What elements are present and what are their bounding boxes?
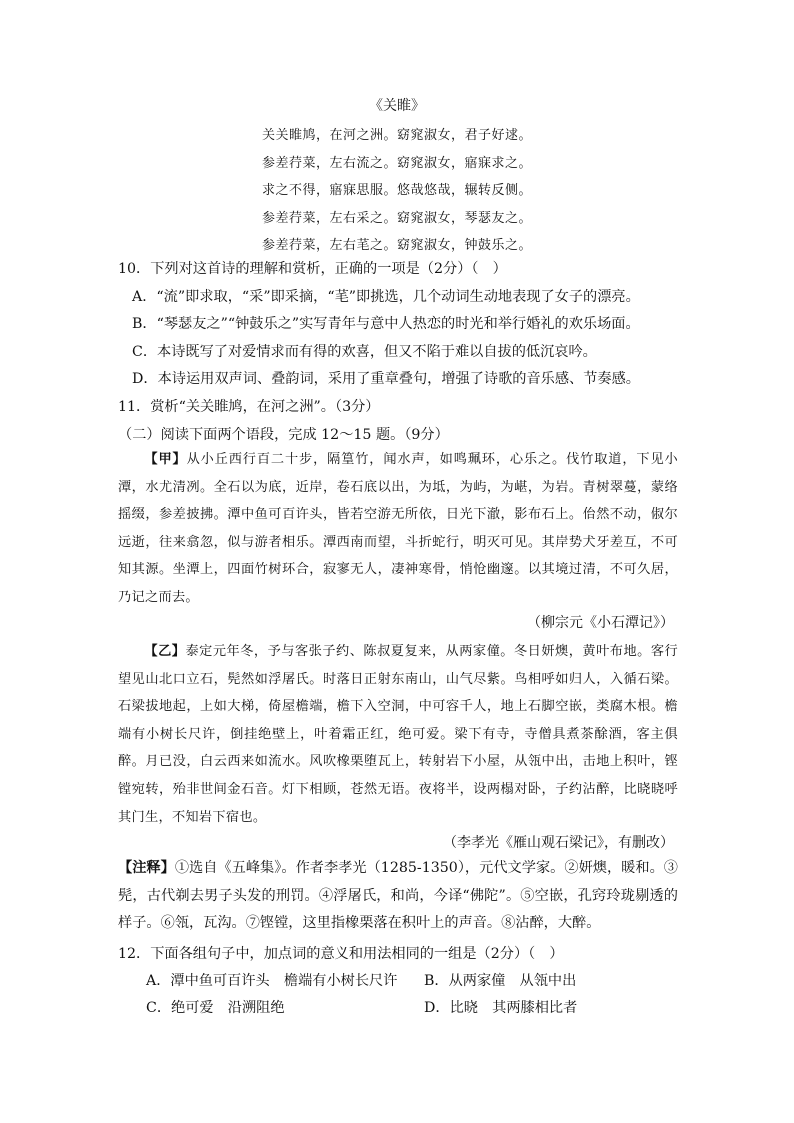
question-12-option-b: B．从两家僮 从瓴中出: [424, 973, 577, 989]
question-10-option-c: C．本诗既写了对爱情求而有得的欢喜，但又不陷于难以自拔的低沉哀吟。: [132, 344, 597, 360]
passage-a-source: （柳宗元《小石潭记》）: [527, 615, 674, 631]
passage-b: [118, 638, 678, 831]
annotations-text: ①选自《五峰集》。作者李孝光（1285-1350），元代文学家。②妍燠，暖和。③髡，古代剃去男子头发的刑罚。④浮屠氏，和尚，今译“佛陀”。⑤空嵌，孔窍玲珑剔透的样子。⑥瓴，瓦沟。⑦铿镗，这里指橡栗落在积叶上的声音。⑧沾醉，大醉。: [118, 860, 678, 932]
poem-line: 参差荇菜，左右采之。窈窕淑女，琴瑟友之。: [261, 210, 532, 226]
passage-b-tag: 【乙】: [144, 644, 186, 659]
annotations-tag: 【注释】: [118, 860, 175, 876]
question-11-stem: 11．赏析“关关睢鸠，在河之洲”。（3分）: [118, 399, 380, 415]
question-12-options-row-1: [146, 971, 576, 991]
passage-b-text: 泰定元年冬，予与客张子约、陈叔夏复来，从两家僮。冬日妍燠，黄叶布地。客行望见山北口立石，髡然如浮屠氏。时落日正射东南山，山气尽紫。鸟相呼如归人，入循石梁。石梁拔地起，上如大梯，倚屋檐端，檐下入空洞，中可容千人，地上石脚空嵌，类腐木根。檐端有小树长尺许，倒挂绝壁上，叶着霜正红，绝可爱。梁下有寺，寺僧具煮茶酴酒，客主俱醉。月已没，白云西来如流水。风吹橡栗堕瓦上，转射岩下小屋，从瓴中出，击地上积叶，铿镗宛转，殆非世间金石音。灯下相顾，苍然无语。夜将半，设两榻对卧，子约沾醉，比晓晓呼其门生，不知岩下宿也。: [118, 644, 678, 825]
passage-a: [118, 446, 678, 612]
poem-line: 关关睢鸠，在河之洲。窈窕淑女，君子好逑。: [261, 128, 532, 143]
question-10-option-d: D．本诗运用双声词、叠韵词，采用了重章叠句，增强了诗歌的音乐感、节奏感。: [132, 371, 640, 387]
question-10-stem: 10．下列对这首诗的理解和赏析，正确的一项是（2分）（ ）: [118, 261, 507, 277]
question-12-option-d: D．比晓 其两膝相比者: [424, 1000, 578, 1016]
passage-a-tag: 【甲】: [144, 452, 187, 467]
question-12-stem: 12．下面各组句子中，加点词的意义和用法相同的一组是（2分）（ ）: [118, 946, 564, 962]
annotations: [118, 855, 678, 938]
question-10-option-a: A．“流”即求取，“采”即采摘，“芼”即挑选，几个动词生动地表现了女子的漂亮。: [132, 289, 640, 305]
question-12-option-c: C．绝可爱 沿溯阻绝: [146, 1000, 285, 1016]
question-10-option-b: B．“琴瑟友之”“钟鼓乐之”实写青年与意中人热恋的时光和举行婚礼的欢乐场面。: [132, 316, 640, 332]
question-12-options-row-2: [146, 998, 577, 1018]
poem-line: 参差荇菜，左右流之。窈窕淑女，寤寐求之。: [261, 155, 532, 171]
section-2-title: （二）阅读下面两个语段，完成 12～15 题。（9分）: [118, 427, 449, 443]
poem-title: 《关睢》: [369, 98, 425, 114]
poem-body: [0, 122, 794, 260]
question-12-option-a: A．潭中鱼可百许头 檐端有小树长尺许: [146, 973, 398, 989]
passage-a-text: 从小丘西行百二十步，隔篁竹，闻水声，如鸣珮环，心乐之。伐竹取道，下见小潭，水尤清冽。全石以为底，近岸，卷石底以出，为坻，为屿，为嵁，为岩。青树翠蔓，蒙络摇缀，参差披拂。潭中鱼可百许头，皆若空游无所依，日光下澈，影布石上。佁然不动，俶尔远逝，往来翕忽，似与游者相乐。潭西南而望，斗折蛇行，明灭可见。其岸势犬牙差互，不可知其源。坐潭上，四面竹树环合，寂寥无人，凄神寒骨，悄怆幽邃。以其境过清，不可久居，乃记之而去。: [118, 452, 678, 605]
poem-line: 求之不得，寤寐思服。悠哉悠哉，辗转反侧。: [261, 183, 532, 199]
poem-line: 参差荇菜，左右芼之。窈窕淑女，钟鼓乐之。: [261, 238, 532, 254]
passage-b-source: （李孝光《雁山观石梁记》，有删改）: [443, 835, 674, 851]
